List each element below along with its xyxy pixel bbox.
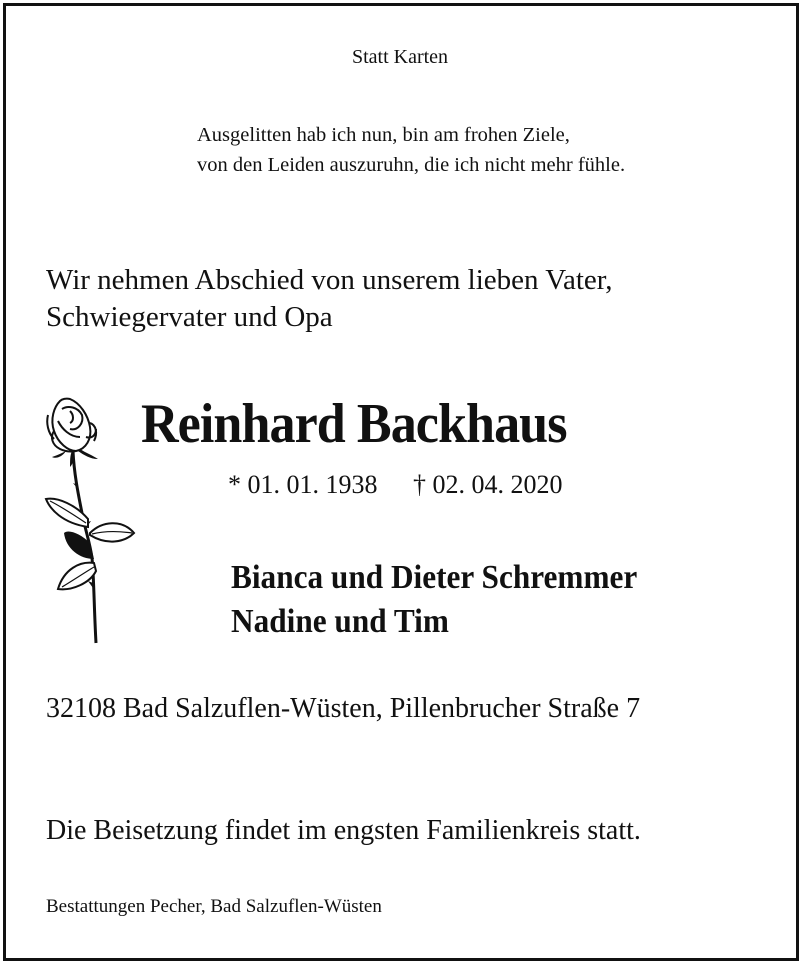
mourners-line-2: Nadine und Tim (231, 603, 449, 640)
birth-date: * 01. 01. 1938 (228, 470, 378, 499)
family-address: 32108 Bad Salzuflen-Wüsten, Pillenbrucher Straße 7 (46, 693, 641, 724)
mourners-line-1: Bianca und Dieter Schremmer (231, 559, 638, 596)
deceased-name: Reinhard Backhaus (141, 393, 567, 455)
funeral-notice: Die Beisetzung findet im engsten Familienkreis statt. (46, 815, 641, 846)
quote-line-1: Ausgelitten hab ich nun, bin am frohen Ziele, (197, 124, 570, 146)
intro-line-1: Wir nehmen Abschied von unserem lieben Vater, (46, 264, 613, 296)
undertaker-credit: Bestattungen Pecher, Bad Salzuflen-Wüsten (46, 896, 382, 917)
header-statt-karten: Statt Karten (351, 46, 449, 68)
death-date: † 02. 04. 2020 (413, 470, 563, 499)
rose-icon (40, 393, 140, 648)
quote-line-2: von den Leiden auszuruhn, die ich nicht mehr fühle. (197, 154, 626, 176)
intro-line-2: Schwiegervater und Opa (46, 301, 333, 333)
